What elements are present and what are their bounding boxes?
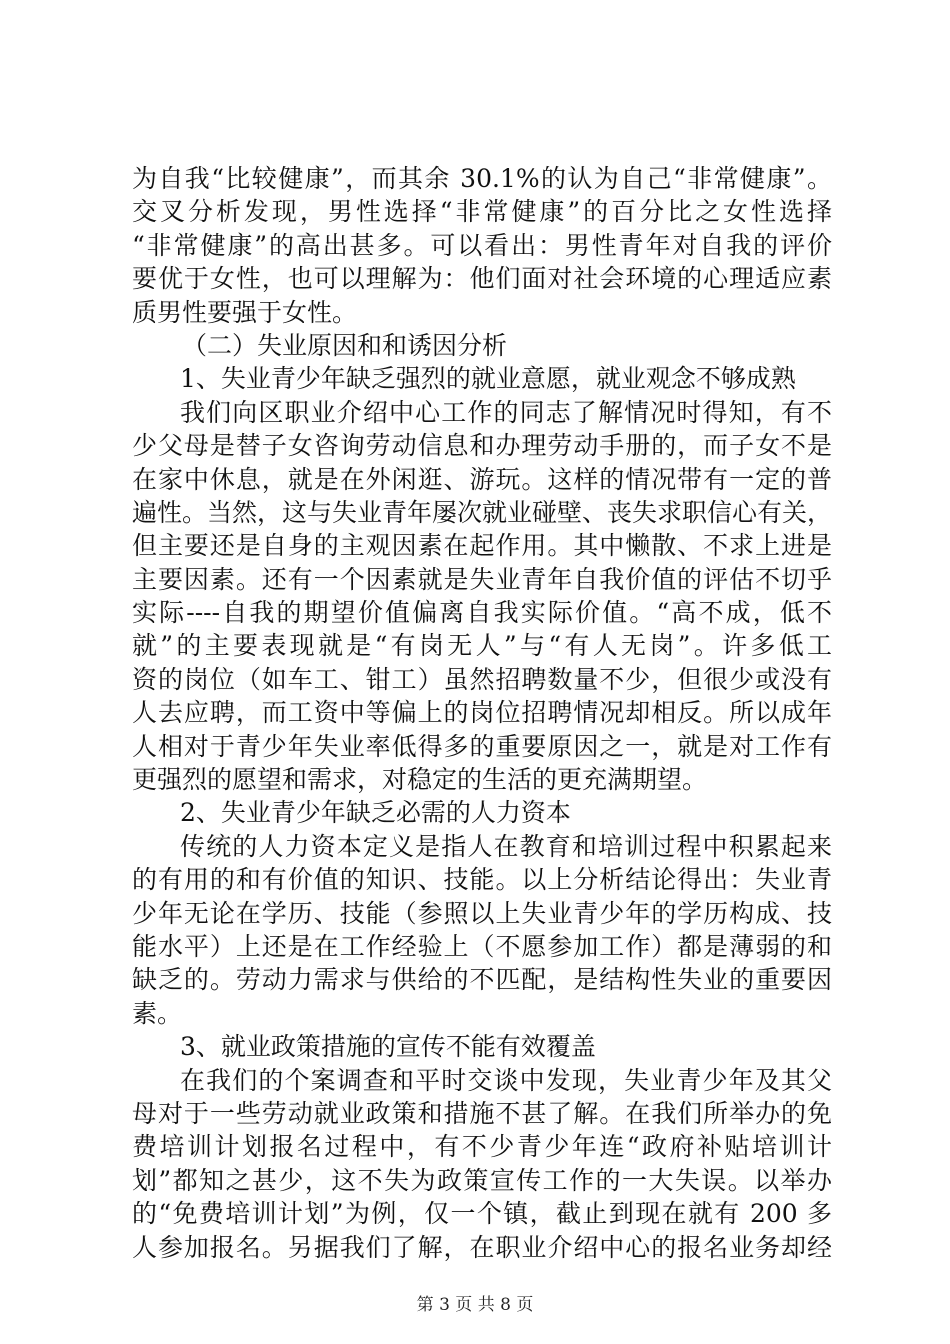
text-line: 我们向区职业介绍中心工作的同志了解情况时得知，有不 <box>180 397 832 427</box>
text-line: 为自我“比较健康”，而其余 30.1%的认为自己“非常健康”。 <box>132 164 832 193</box>
text-line: 传统的人力资本定义是指人在教育和培训过程中积累起来 <box>180 831 832 861</box>
text-line: 就”的主要表现就是“有岗无人”与“有人无岗”。许多低工 <box>132 631 832 661</box>
text-line: 母对于一些劳动就业政策和措施不甚了解。在我们所举办的免 <box>132 1098 832 1128</box>
text-line: 能水平）上还是在工作经验上（不愿参加工作）都是薄弱的和 <box>132 931 832 961</box>
text-line: 实际----自我的期望价值偏离自我实际价值。“高不成，低不 <box>132 598 832 628</box>
text-line: 交叉分析发现，男性选择“非常健康”的百分比之女性选择 <box>132 197 832 227</box>
text-line: 人去应聘，而工资中等偏上的岗位招聘情况却相反。所以成年 <box>132 698 832 728</box>
text-line: 资的岗位（如车工、钳工）虽然招聘数量不少，但很少或没有 <box>132 664 832 694</box>
text-line: 更强烈的愿望和需求，对稳定的生活的更充满期望。 <box>132 765 708 795</box>
text-line: 少年无论在学历、技能（参照以上失业青少年的学历构成、技 <box>132 898 832 928</box>
text-line: 但主要还是自身的主观因素在起作用。其中懒散、不求上进是 <box>132 531 832 561</box>
document-body <box>132 162 832 1264</box>
text-line: 在家中休息，就是在外闲逛、游玩。这样的情况带有一定的普 <box>132 464 832 494</box>
text-line: 的有用的和有价值的知识、技能。以上分析结论得出：失业青 <box>132 865 832 895</box>
text-line: 素。 <box>132 998 183 1028</box>
text-line: 质男性要强于女性。 <box>132 297 358 327</box>
text-line: 遍性。当然，这与失业青年屡次就业碰壁、丧失求职信心有关， <box>132 497 832 527</box>
section-heading: （二）失业原因和和诱因分析 <box>182 330 508 360</box>
page-footer: 第 3 页 共 8 页 <box>416 1295 534 1315</box>
text-line: 划”都知之甚少，这不失为政策宣传工作的一大失误。以举办 <box>132 1165 832 1195</box>
text-line: 主要因素。还有一个因素就是失业青年自我价值的评估不切乎 <box>132 564 832 594</box>
text-line: 的“免费培训计划”为例，仅一个镇，截止到现在就有 200 多 <box>132 1199 832 1229</box>
text-line: “非常健康”的高出甚多。可以看出：男性青年对自我的评价 <box>132 230 832 260</box>
text-line: 要优于女性，也可以理解为：他们面对社会环境的心理适应素 <box>132 264 832 294</box>
text-line: 人参加报名。另据我们了解，在职业介绍中心的报名业务却经 <box>132 1232 832 1262</box>
subsection-heading: 2、失业青少年缺乏必需的人力资本 <box>180 798 571 828</box>
text-line: 人相对于青少年失业率低得多的重要原因之一，就是对工作有 <box>132 731 832 761</box>
text-line: 缺乏的。劳动力需求与供给的不匹配，是结构性失业的重要因 <box>132 965 832 995</box>
text-line: 在我们的个案调查和平时交谈中发现，失业青少年及其父 <box>180 1065 832 1095</box>
text-line: 少父母是替子女咨询劳动信息和办理劳动手册的，而子女不是 <box>132 431 832 461</box>
subsection-heading: 3、就业政策措施的宣传不能有效覆盖 <box>180 1032 596 1062</box>
text-line: 费培训计划报名过程中，有不少青少年连“政府补贴培训计 <box>132 1132 832 1162</box>
subsection-heading: 1、失业青少年缺乏强烈的就业意愿，就业观念不够成熟 <box>180 364 796 394</box>
